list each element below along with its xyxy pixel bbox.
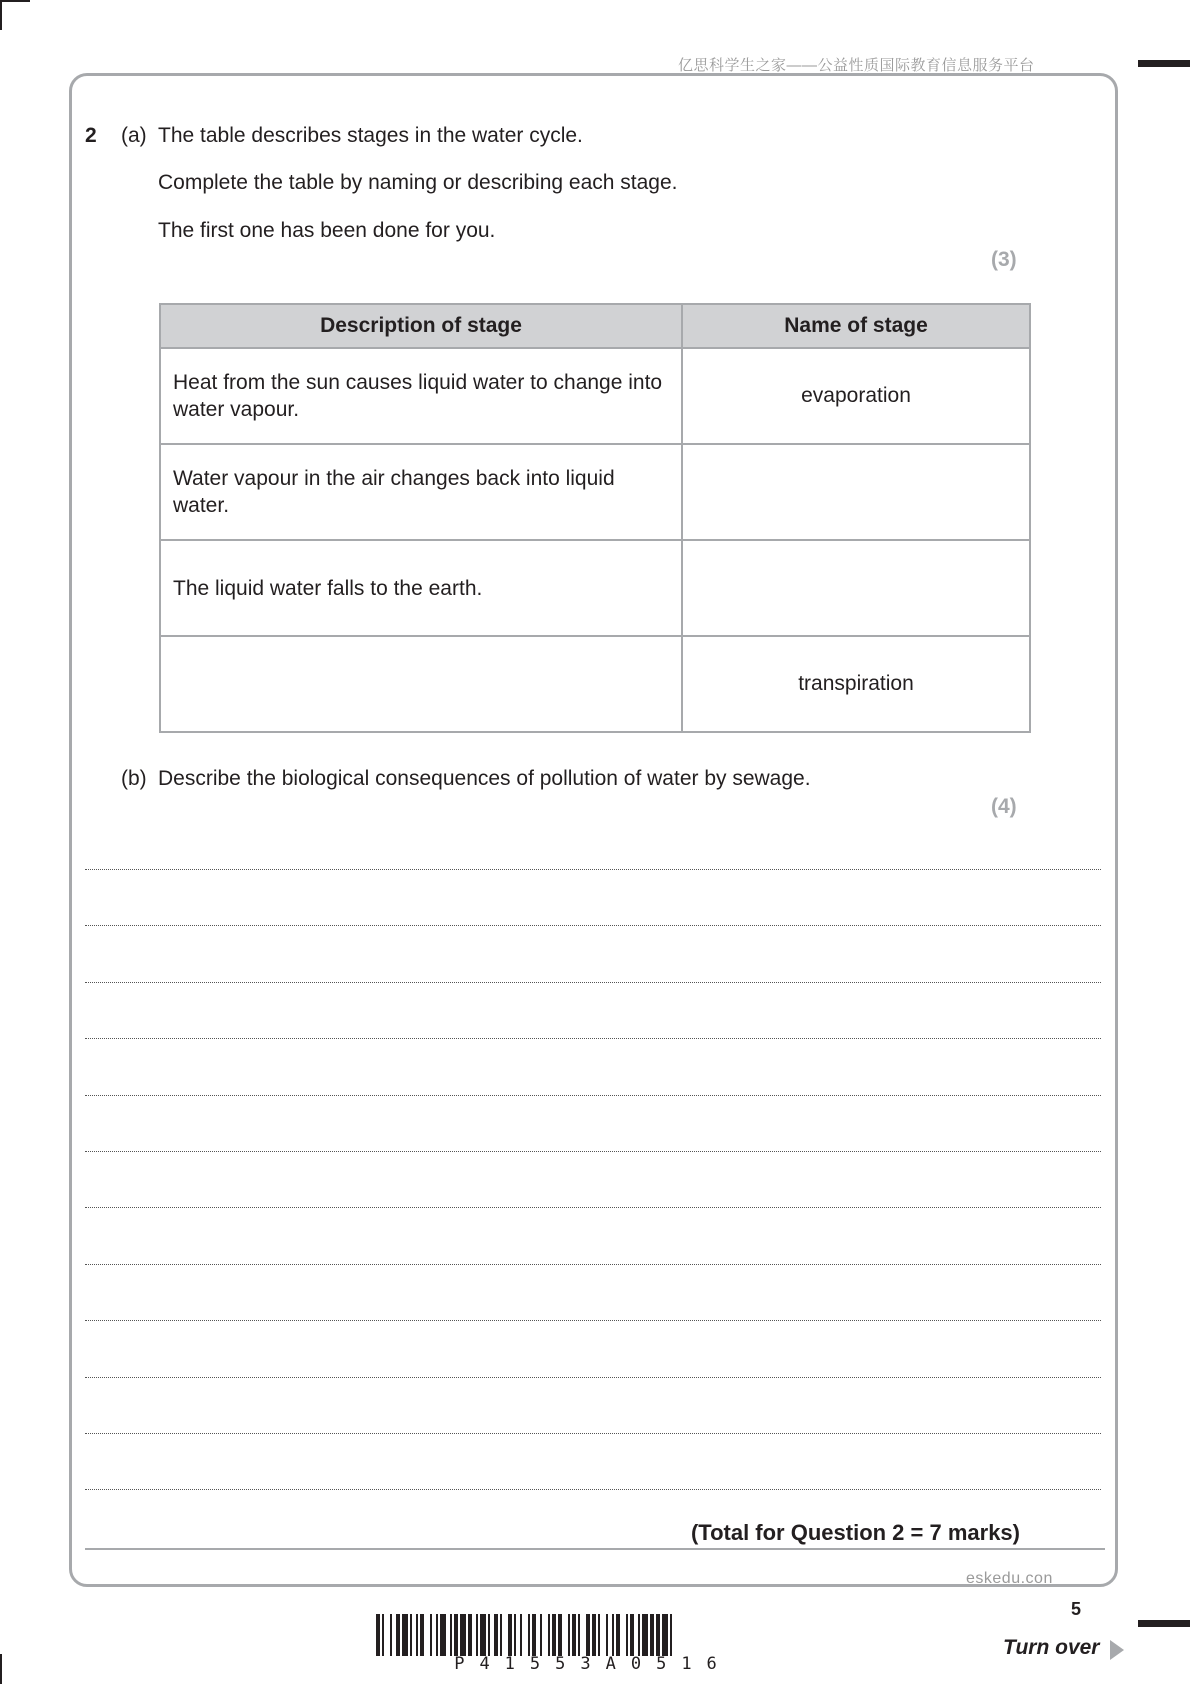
crop-mark <box>0 0 2 30</box>
page-number: 5 <box>1071 1599 1082 1619</box>
barcode <box>376 1614 810 1656</box>
barcode-bar <box>532 1614 536 1656</box>
barcode-bar <box>468 1614 472 1656</box>
barcode-bar <box>494 1614 498 1656</box>
barcode-bar <box>670 1614 672 1656</box>
barcode-bar <box>430 1614 432 1656</box>
part-b-label: (b) <box>121 767 147 790</box>
table-row <box>160 636 1030 732</box>
barcode-bar <box>630 1614 634 1656</box>
barcode-bar <box>578 1614 580 1656</box>
barcode-bar <box>382 1614 384 1656</box>
crop-mark <box>0 1654 2 1684</box>
table-row <box>160 444 1030 540</box>
barcode-bar <box>396 1614 400 1656</box>
registration-mark <box>1138 1620 1190 1627</box>
barcode-bar <box>586 1614 590 1656</box>
stage-name-cell: transpiration <box>682 636 1030 732</box>
barcode-bar <box>480 1614 486 1656</box>
barcode-bar <box>606 1614 608 1656</box>
barcode-bar <box>436 1614 438 1656</box>
barcode-bar <box>650 1614 654 1656</box>
barcode-bar <box>454 1614 458 1656</box>
footer-watermark: eskedu.con <box>966 1570 1053 1587</box>
barcode-bar <box>598 1614 600 1656</box>
barcode-bar <box>520 1614 522 1656</box>
barcode-bar <box>500 1614 502 1656</box>
stage-description-answer-cell[interactable] <box>160 636 682 732</box>
answer-line[interactable] <box>85 1038 1101 1039</box>
barcode-bar <box>420 1614 424 1656</box>
answer-line[interactable] <box>85 869 1101 870</box>
column-header-name: Name of stage <box>682 304 1030 348</box>
header-watermark: 亿思科学生之家——公益性质国际教育信息服务平台 <box>678 57 1035 74</box>
barcode-bar <box>656 1614 660 1656</box>
answer-line[interactable] <box>85 982 1101 983</box>
total-divider <box>85 1548 1105 1550</box>
part-a-marks: (3) <box>991 248 1017 271</box>
answer-line[interactable] <box>85 925 1101 926</box>
barcode-bar <box>528 1614 530 1656</box>
barcode-bar <box>568 1614 570 1656</box>
barcode-bar <box>662 1614 668 1656</box>
part-a-label: (a) <box>121 124 147 147</box>
table-row <box>160 540 1030 636</box>
question-number: 2 <box>85 124 97 147</box>
crop-mark <box>0 0 30 2</box>
answer-line[interactable] <box>85 1377 1101 1378</box>
turn-over-label: Turn over <box>1003 1636 1100 1659</box>
stage-description-cell: Heat from the sun causes liquid water to change into water vapour. <box>160 348 682 444</box>
stage-name-answer-cell[interactable] <box>682 444 1030 540</box>
barcode-bar <box>558 1614 562 1656</box>
barcode-bar <box>390 1614 392 1656</box>
registration-mark <box>1138 60 1190 67</box>
answer-line[interactable] <box>85 1433 1101 1434</box>
answer-line[interactable] <box>85 1151 1101 1152</box>
part-b-marks: (4) <box>991 795 1017 818</box>
water-cycle-table <box>159 303 1031 733</box>
barcode-bar <box>552 1614 556 1656</box>
answer-line[interactable] <box>85 1095 1101 1096</box>
part-a-line-2: Complete the table by naming or describing each stage. <box>158 171 678 194</box>
answer-line[interactable] <box>85 1320 1101 1321</box>
barcode-bar <box>540 1614 542 1656</box>
question-frame <box>69 73 1118 1587</box>
stage-name-cell: evaporation <box>682 348 1030 444</box>
barcode-bar <box>638 1614 640 1656</box>
stage-description-cell: Water vapour in the air changes back into liquid water. <box>160 444 682 540</box>
barcode-bar <box>514 1614 516 1656</box>
barcode-bar <box>592 1614 596 1656</box>
barcode-bar <box>616 1614 620 1656</box>
barcode-bar <box>572 1614 576 1656</box>
table-header-row <box>160 304 1030 348</box>
barcode-bar <box>416 1614 418 1656</box>
answer-line[interactable] <box>85 1489 1101 1490</box>
stage-description-cell: The liquid water falls to the earth. <box>160 540 682 636</box>
barcode-bar <box>508 1614 512 1656</box>
answer-line[interactable] <box>85 1207 1101 1208</box>
barcode-bar <box>460 1614 466 1656</box>
barcode-bar <box>410 1614 412 1656</box>
stage-name-answer-cell[interactable] <box>682 540 1030 636</box>
part-b-text: Describe the biological consequences of pollution of water by sewage. <box>158 767 811 790</box>
barcode-bar <box>450 1614 452 1656</box>
turn-over-arrow-icon <box>1110 1640 1124 1660</box>
barcode-bar <box>476 1614 478 1656</box>
barcode-bar <box>488 1614 490 1656</box>
barcode-bar <box>548 1614 550 1656</box>
barcode-bar <box>626 1614 628 1656</box>
part-a-line-3: The first one has been done for you. <box>158 219 496 242</box>
barcode-bar <box>376 1614 380 1656</box>
part-a-line-1: The table describes stages in the water cycle. <box>158 124 583 147</box>
barcode-bar <box>402 1614 408 1656</box>
answer-line[interactable] <box>85 1264 1101 1265</box>
barcode-bar <box>440 1614 446 1656</box>
barcode-text: P41553A0516 <box>454 1654 732 1674</box>
question-total: (Total for Question 2 = 7 marks) <box>690 1520 1020 1545</box>
column-header-description: Description of stage <box>160 304 682 348</box>
barcode-bar <box>642 1614 648 1656</box>
table-row <box>160 348 1030 444</box>
barcode-bar <box>612 1614 614 1656</box>
